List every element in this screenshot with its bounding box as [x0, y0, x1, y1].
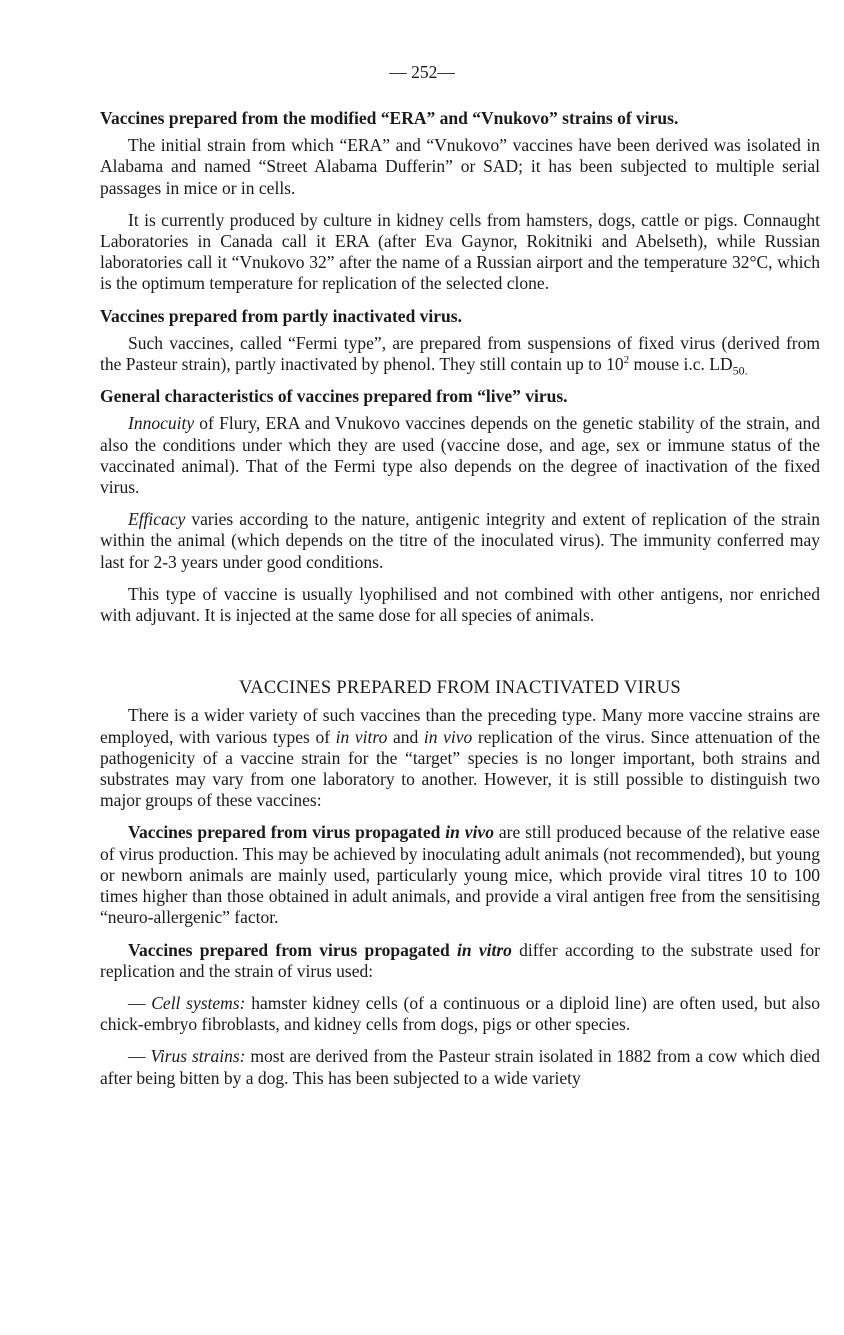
- paragraph-culture: It is currently produced by culture in kidney cells from hamsters, dogs, cattle or pigs. Connaught Laboratories in Canada call it ERA (after Eva Gaynor, Rokitniki and Abelseth), while Russian laboratories call it “Vnukovo 32” after the name of a Russian airport and the temperature 32°C, which is the optimum temperature for replication of the selected clone.: [100, 209, 820, 294]
- paragraph-innocuity: Innocuity of Flury, ERA and Vnukovo vaccines depends on the genetic stability of the strain, and also the conditions under which they are used (vaccine dose, and age, sex or immune status of the vaccinated animal). That of the Fermi type also depends on the degree of inactivation of the fixed virus.: [100, 413, 820, 498]
- paragraph-virus-strains: — Virus strains: most are derived from the Pasteur strain isolated in 1882 from a cow which died after being bitten by a dog. This has been subjected to a wide variety: [100, 1046, 821, 1088]
- page-body: [100, 108, 820, 1089]
- heading-general-characteristics: General characteristics of vaccines prepared from “live” virus.: [100, 386, 568, 407]
- section-title: VACCINES PREPARED FROM INACTIVATED VIRUS: [238, 678, 682, 699]
- heading-modified-strains: Vaccines prepared from the modified “ERA” and “Vnukovo” strains of virus.: [100, 108, 679, 128]
- paragraph-lyophilised: This type of vaccine is usually lyophilised and not combined with other antigens, nor enriched with adjuvant. It is injected at the same dose for all species of animals.: [100, 583, 820, 626]
- paragraph-sad-origin: The initial strain from which “ERA” and “Vnukovo” vaccines have been derived was isolated in Alabama and named “Street Alabama Dufferin” or SAD; it has been subjected to multiple serial passages in mice or in cells.: [100, 135, 820, 198]
- heading-partly-inactivated: Vaccines prepared from partly inactivated virus.: [100, 305, 462, 326]
- paragraph-fermi-type: Such vaccines, called “Fermi type”, are prepared from suspensions of fixed virus (derived from the Pasteur strain), partly inactivated by phenol. They still contain up to $10^2$ mouse i.c. $LD_{50.}$: [100, 332, 820, 378]
- paragraph-wider-variety: There is a wider variety of such vaccines than the preceding type. Many more vaccine strains are employed, with various types of in vitro and in vivo replication of the virus. Since attenuation of the pathogenicity of a vaccine strain for the “target” species is no longer important, both strains and substrates may vary from one laboratory to another. However, it is still possible to distinguish two major groups of these vaccines:: [100, 705, 821, 811]
- paragraph-cell-systems: — Cell systems: hamster kidney cells (of a continuous or a diploid line) are often used, but also chick-embryo fibroblasts, and kidney cells from dogs, pigs or other species.: [100, 992, 820, 1035]
- page-number: — 252—: [389, 62, 455, 82]
- paragraph-in-vitro: Vaccines prepared from virus propagated in vitro differ according to the substrate used for replication and the strain of virus used:: [100, 939, 820, 981]
- paragraph-efficacy: Efficacy varies according to the nature, antigenic integrity and extent of replication of the strain within the animal (which depends on the titre of the inoculated virus). The immunity conferred may last for 2-3 years under good conditions.: [100, 509, 820, 572]
- paragraph-in-vivo: Vaccines prepared from virus propagated in vivo are still produced because of the relative ease of virus production. This may be achieved by inoculating adult animals (not recommended), but young or newborn animals are mainly used, particularly young mice, which provide viral titres 10 to 100 times higher than those obtained in adult animals, and provide a viral antigen free from the sensitising “neuro-allergenic” factor.: [100, 822, 820, 928]
